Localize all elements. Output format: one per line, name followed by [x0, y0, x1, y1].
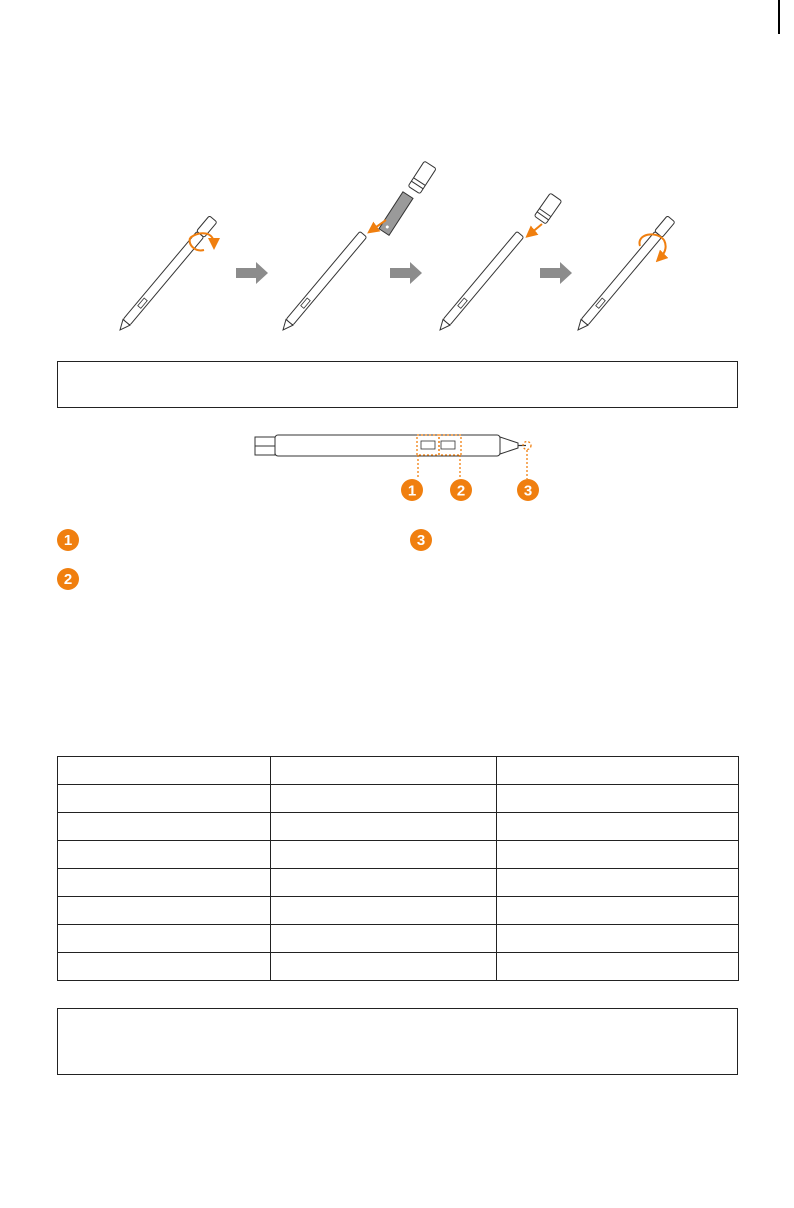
cap-tighten-icon	[574, 216, 675, 334]
table-cell	[497, 757, 739, 785]
table-cell	[497, 925, 739, 953]
table-row	[58, 897, 739, 925]
table-row	[58, 813, 739, 841]
margin-marker	[778, 0, 780, 34]
note-box-top	[57, 361, 738, 408]
table-cell	[58, 757, 271, 785]
table-row	[58, 757, 739, 785]
pen-cap-unscrew-icon	[116, 216, 217, 334]
callout-3-label: 3	[523, 482, 533, 500]
battery-insert-icon	[280, 161, 437, 333]
table-cell	[58, 841, 271, 869]
legend-item-1	[57, 529, 89, 551]
legend-number-1: 1	[57, 529, 79, 551]
table-cell	[497, 841, 739, 869]
arrow-right-icon	[236, 262, 268, 284]
table-cell	[497, 897, 739, 925]
table-cell	[497, 785, 739, 813]
battery-install-steps-figure	[0, 150, 794, 350]
legend-item-3	[410, 529, 442, 551]
table-cell	[58, 897, 271, 925]
table-row	[58, 869, 739, 897]
table-row	[58, 925, 739, 953]
arrow-right-icon	[540, 262, 572, 284]
table-row	[58, 841, 739, 869]
callout-1-label: 1	[407, 482, 417, 500]
table-cell	[58, 813, 271, 841]
table-cell	[270, 953, 497, 981]
table-cell	[270, 785, 497, 813]
table-row	[58, 785, 739, 813]
legend-item-2	[57, 568, 89, 590]
table-row	[58, 953, 739, 981]
table-cell	[270, 841, 497, 869]
legend-number-3: 3	[410, 529, 432, 551]
table-cell	[58, 869, 271, 897]
spec-table	[57, 756, 739, 981]
table-cell	[58, 785, 271, 813]
table-cell	[497, 953, 739, 981]
table-cell	[270, 757, 497, 785]
table-cell	[497, 869, 739, 897]
cap-screw-on-icon	[437, 193, 562, 333]
table-cell	[270, 897, 497, 925]
note-box-bottom	[57, 1008, 738, 1075]
table-cell	[270, 869, 497, 897]
legend-number-2: 2	[57, 568, 79, 590]
table-cell	[58, 953, 271, 981]
callout-2-label: 2	[456, 482, 466, 500]
pen-parts-diagram	[240, 425, 560, 510]
table-cell	[497, 813, 739, 841]
arrow-right-icon	[390, 262, 422, 284]
table-cell	[58, 925, 271, 953]
table-cell	[270, 925, 497, 953]
table-cell	[270, 813, 497, 841]
